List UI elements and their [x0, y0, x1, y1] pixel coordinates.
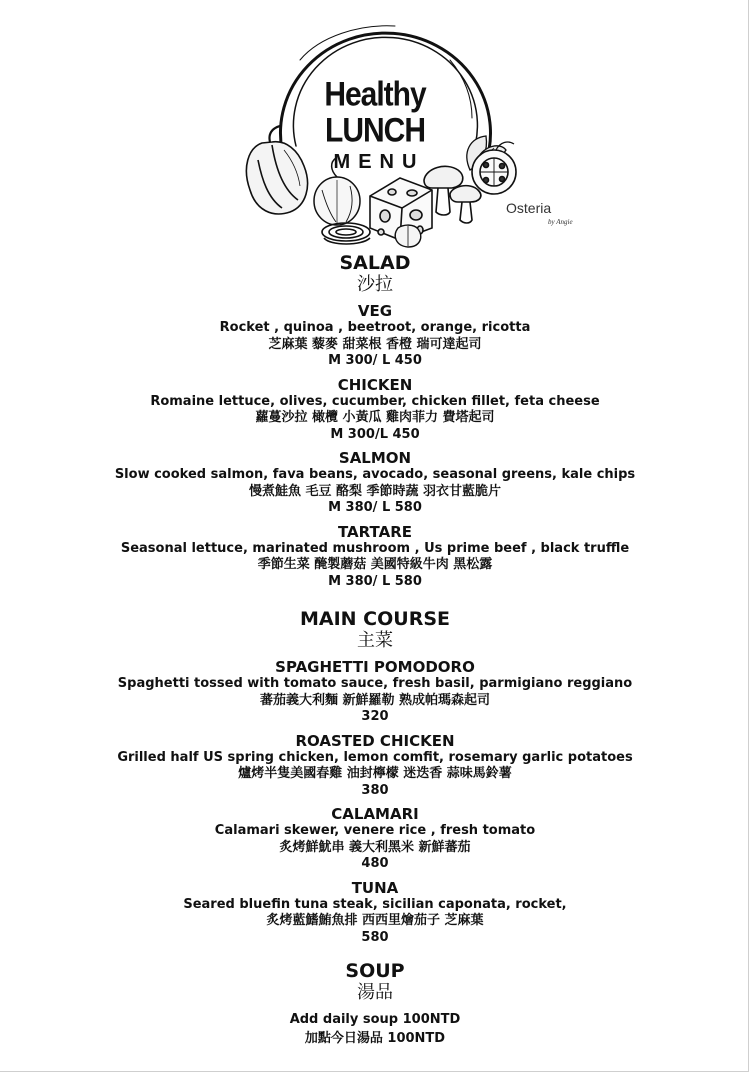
item-description: Rocket , quinoa , beetroot, orange, ricotta	[219, 320, 531, 335]
item-description: Seared bluefin tuna steak, sicilian caponata, rocket,	[183, 896, 567, 912]
section-title-zh: 沙拉	[357, 274, 393, 295]
menu-item-calamari	[0, 805, 750, 873]
brand-logo: Osteria	[506, 200, 552, 216]
item-description-zh: 季節生菜 醃製蘑菇 美國特級牛肉 黑松露	[257, 557, 493, 572]
item-name: CHICKEN	[337, 375, 413, 394]
item-description: Romaine lettuce, olives, cucumber, chicken fillet, feta cheese	[150, 393, 600, 409]
item-description-zh: 蕃茄義大利麵 新鮮羅勒 熟成帕瑪森起司	[259, 692, 491, 708]
item-description-zh: 炙烤藍鰭鮪魚排 西西里燴茄子 芝麻葉	[266, 913, 484, 928]
brand-signature: by Angie	[548, 218, 573, 226]
item-name: SALMON	[338, 449, 412, 467]
section-title-zh: 主菜	[357, 630, 393, 651]
item-description-zh: 炙烤鮮魷串 義大利黑米 新鮮蕃茄	[279, 839, 471, 855]
item-description: Grilled half US spring chicken, lemon comfit, rosemary garlic potatoes	[117, 749, 633, 765]
section-title: MAIN COURSE	[299, 608, 450, 630]
section-spacer	[0, 952, 750, 960]
menu-header	[0, 0, 750, 250]
item-description-zh: 蘿蔓沙拉 橄欖 小黃瓜 雞肉菲力 費塔起司	[255, 410, 495, 425]
item-name: VEG	[357, 302, 393, 320]
item-price: M 380/ L 580	[328, 573, 422, 589]
section-soup	[0, 960, 750, 1048]
section-title: SALAD	[339, 252, 411, 274]
item-name: SPAGHETTI POMODORO	[275, 658, 475, 676]
garlic-icon	[395, 225, 421, 247]
item-name: CALAMARI	[331, 805, 419, 823]
menu-item-chicken-salad	[0, 376, 750, 444]
item-description: Seasonal lettuce, marinated mushroom , Us prime beef , black truffle	[120, 540, 630, 556]
section-title-zh: 湯品	[357, 982, 393, 1003]
item-description-zh: 芝麻葉 藜麥 甜菜根 香橙 瑞可達起司	[268, 336, 482, 352]
bell-pepper-icon	[246, 126, 307, 214]
item-name: ROASTED CHICKEN	[295, 731, 455, 750]
item-price: 580	[361, 929, 389, 945]
menu-item-tartare	[0, 523, 750, 591]
menu-item-salmon	[0, 449, 750, 517]
item-price: M 300/ L 450	[328, 353, 422, 368]
soup-addon-text: Add daily soup 100NTD	[289, 1012, 461, 1027]
menu-content	[0, 252, 750, 1048]
section-salad	[0, 252, 750, 590]
title-healthy: Healthy	[324, 75, 426, 114]
onion-rings-icon	[322, 223, 370, 244]
item-price: 480	[361, 856, 389, 871]
section-title: SOUP	[345, 960, 405, 982]
item-description: Spaghetti tossed with tomato sauce, fresh basil, parmigiano reggiano	[117, 676, 633, 691]
menu-item-veg	[0, 302, 750, 370]
item-name: TUNA	[351, 878, 399, 897]
soup-addon-text-zh: 加點今日湯品 100NTD	[304, 1031, 446, 1046]
menu-item-tuna	[0, 879, 750, 947]
menu-item-spaghetti	[0, 658, 750, 726]
item-price: M 380/ L 580	[328, 500, 422, 515]
title-menu: MENU	[333, 151, 425, 173]
title-lunch: LUNCH	[325, 111, 425, 150]
section-main-course	[0, 608, 750, 946]
item-description: Calamari skewer, venere rice , fresh tomato	[214, 823, 536, 838]
item-price: 380	[361, 782, 389, 798]
item-name: TARTARE	[337, 522, 413, 541]
item-description: Slow cooked salmon, fava beans, avocado, seasonal greens, kale chips	[114, 467, 636, 482]
item-price: M 300/L 450	[330, 426, 420, 442]
item-description-zh: 慢煮鮭魚 毛豆 酪梨 季節時蔬 羽衣甘藍脆片	[248, 483, 502, 499]
item-price: 320	[361, 709, 389, 724]
menu-item-roasted-chicken	[0, 732, 750, 800]
section-spacer	[0, 596, 750, 608]
item-description-zh: 爐烤半隻美國春雞 油封檸檬 迷迭香 蒜味馬鈴薯	[238, 766, 512, 781]
menu-title	[300, 75, 450, 173]
